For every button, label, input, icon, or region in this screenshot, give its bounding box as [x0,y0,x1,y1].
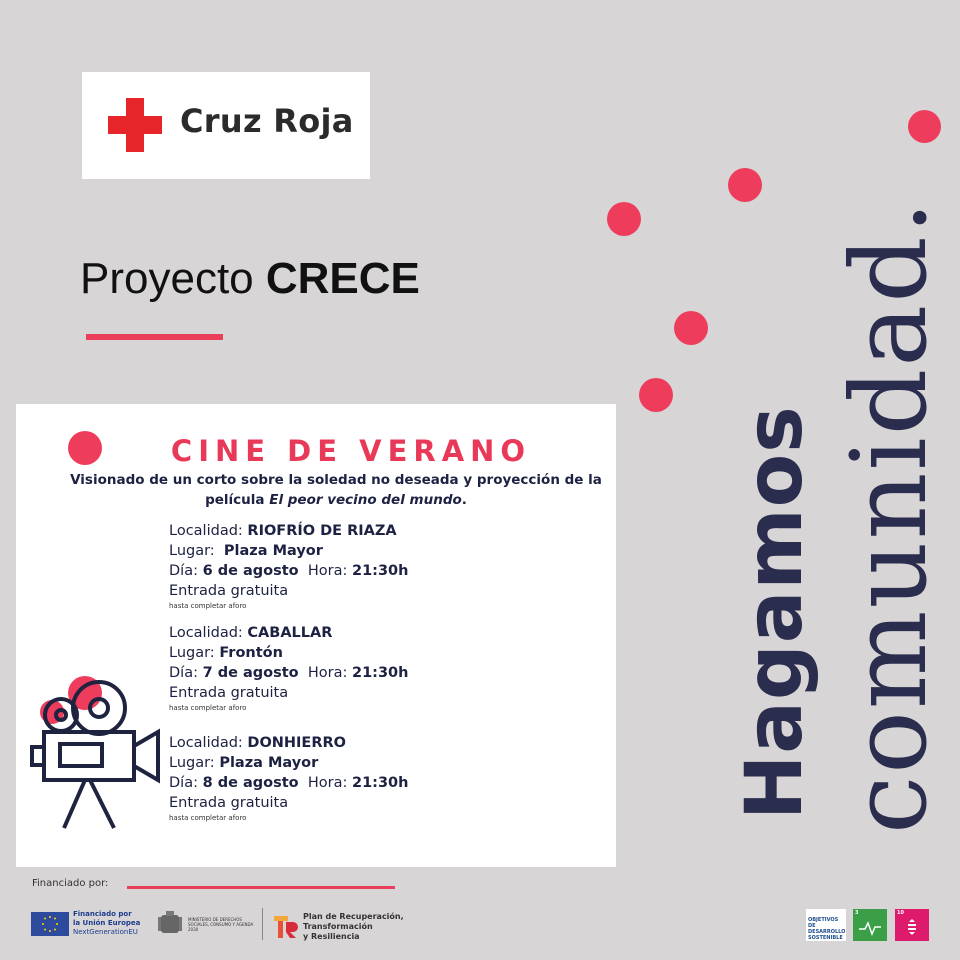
event-place: Plaza Mayor [223,543,323,559]
event-item: Localidad: RIOFRÍO DE RIAZA Lugar: Plaza Mayor Día: 6 de agosto Hora: 21:30h Entrada gratuita hasta completar aforo [169,521,569,611]
subtitle-text: Visionado de un corto sobre la soledad no deseada y proyección de la película [70,472,602,508]
sdg-10-icon: 10 [895,909,929,941]
decorative-dot [674,311,708,345]
event-day: 6 de agosto [202,563,299,579]
event-place: Frontón [219,645,283,661]
slogan-comunidad: comunidad. [828,199,950,834]
sdg-logo: OBJETIVOS DE DESARROLLO SOSTENIBLE [806,909,846,941]
footer-separator [262,908,263,940]
ministry-text: MINISTERIO DE DERECHOS SOCIALES, CONSUMO Y AGENDA 2030 [188,917,254,932]
sdg-3-icon: 3 [853,909,887,941]
event-time: 21:30h [351,665,409,681]
event-time: 21:30h [351,563,409,579]
event-entry-note: hasta completar aforo [169,602,247,610]
decorative-dot [607,202,641,236]
project-name: CRECE [265,254,420,303]
event-locality: DONHIERRO [247,735,346,751]
movie-camera-icon [30,668,170,838]
event-day: 7 de agosto [202,665,299,681]
event-entry-note: hasta completar aforo [169,814,247,822]
eu-flag-icon [31,912,69,936]
event-item: Localidad: CABALLAR Lugar: Frontón Día: 7 de agosto Hora: 21:30h Entrada gratuita hasta completar aforo [169,623,569,713]
card-title: CINE DE VERANO [170,434,532,468]
event-locality: CABALLAR [247,625,333,641]
project-prefix: Proyecto [80,254,254,303]
film-title: El peor vecino del mundo [269,492,462,508]
decorative-dot [728,168,762,202]
event-item: Localidad: DONHIERRO Lugar: Plaza Mayor Día: 8 de agosto Hora: 21:30h Entrada gratuita hasta completar aforo [169,733,569,823]
decorative-dot [908,110,941,143]
recovery-plan-text: Plan de Recuperación, Transformación y Resiliencia [303,912,404,941]
slogan-hagamos: Hagamos [730,405,820,820]
recovery-plan-logo-icon [272,912,300,940]
event-entry: Entrada gratuita [169,795,289,811]
event-entry: Entrada gratuita [169,685,289,701]
spain-crest-icon [158,911,182,937]
logo-text: Cruz Roja [180,102,354,140]
event-day: 8 de agosto [202,775,299,791]
event-locality: RIOFRÍO DE RIAZA [247,523,397,539]
decorative-dot [639,378,673,412]
event-entry: Entrada gratuita [169,583,289,599]
card-subtitle [66,470,606,510]
title-underline [86,334,223,340]
event-entry-note: hasta completar aforo [169,704,247,712]
funded-underline [127,886,395,889]
red-cross-icon [108,98,162,152]
cruz-roja-logo [82,72,370,179]
event-time: 21:30h [351,775,409,791]
eu-funding-text: Financiado por la Unión Europea NextGenerationEU [73,910,141,936]
funded-label: Financiado por: [32,878,109,889]
event-place: Plaza Mayor [219,755,319,771]
project-title [80,254,420,304]
subtitle-suffix: . [461,492,467,508]
